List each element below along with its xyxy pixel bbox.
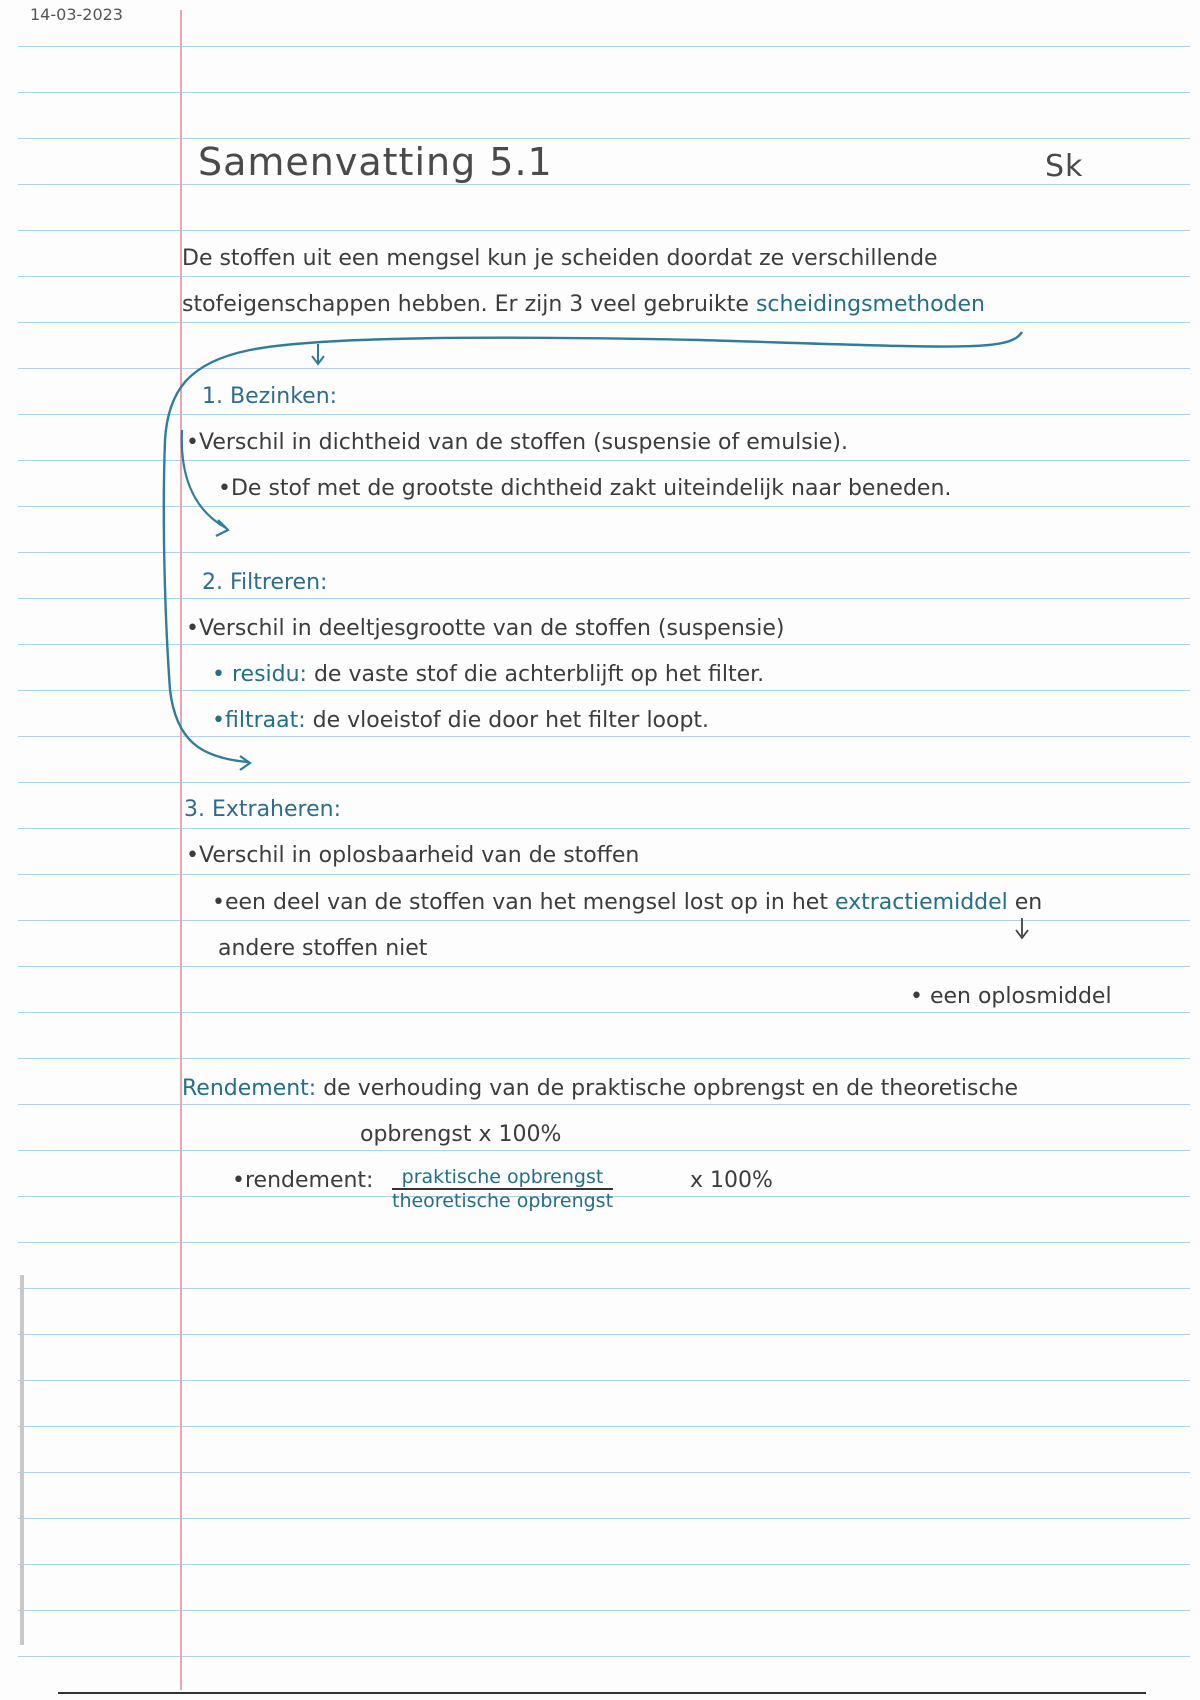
method-3-bullet: •Verschil in oplosbaarheid van de stoffen — [186, 843, 640, 868]
method-2-bullet: •Verschil in deeltjesgrootte van de stoffen (suspensie) — [186, 616, 785, 641]
filtraat-term: •filtraat: — [212, 708, 313, 733]
intro-highlight: scheidingsmethoden — [755, 292, 985, 317]
date: 14-03-2023 — [30, 5, 123, 24]
fraction-numerator: praktische opbrengst — [392, 1166, 613, 1190]
method-1-bullet: •Verschil in dichtheid van de stoffen (suspensie of emulsie). — [186, 430, 848, 455]
fraction-denominator: theoretische opbrengst — [392, 1190, 614, 1212]
method-3-heading: 3. Extraheren: — [184, 797, 341, 822]
extractiemiddel-term: extractiemiddel — [834, 890, 1008, 915]
page-title: Samenvatting 5.1 — [198, 140, 553, 184]
rendement-multiplier: x 100% — [690, 1168, 773, 1193]
method-1-heading: 1. Bezinken: — [202, 384, 338, 409]
rendement-def-1: de verhouding van de praktische opbrengst en de theoretische — [323, 1076, 1019, 1101]
rendement-formula-label: •rendement: — [232, 1168, 374, 1193]
rendement-term: Rendement: — [182, 1076, 324, 1101]
extractiemiddel-note: • een oplosmiddel — [910, 984, 1112, 1009]
method-2-heading: 2. Filtreren: — [202, 570, 328, 595]
bracket-arrow-curve — [164, 332, 1022, 762]
arrowhead-2 — [240, 756, 250, 770]
intro-line-1: De stoffen uit een mengsel kun je scheiden doordat ze verschillende — [182, 246, 938, 271]
residu-term: • residu: — [212, 662, 314, 687]
rendement-def-2: opbrengst x 100% — [360, 1122, 562, 1147]
method-1-sub: •De stof met de grootste dichtheid zakt uiteindelijk naar beneden. — [218, 476, 952, 501]
residu-def: de vaste stof die achterblijft op het filter. — [313, 662, 765, 687]
filtraat-def: de vloeistof die door het filter loopt. — [312, 708, 710, 733]
method-3-sub-end: en — [1007, 890, 1043, 915]
note-arrow — [1016, 918, 1028, 938]
author-initials: Sk — [1045, 149, 1084, 184]
arrowhead-3 — [312, 344, 324, 364]
intro-line-2-text: stofeigenschappen hebben. Er zijn 3 veel gebruikte — [182, 292, 756, 317]
method-3-sub-line2: andere stoffen niet — [218, 936, 428, 961]
method-3-sub-text: •een deel van de stoffen van het mengsel lost op in het — [212, 890, 835, 915]
arrow-to-method-1-end — [182, 430, 226, 528]
